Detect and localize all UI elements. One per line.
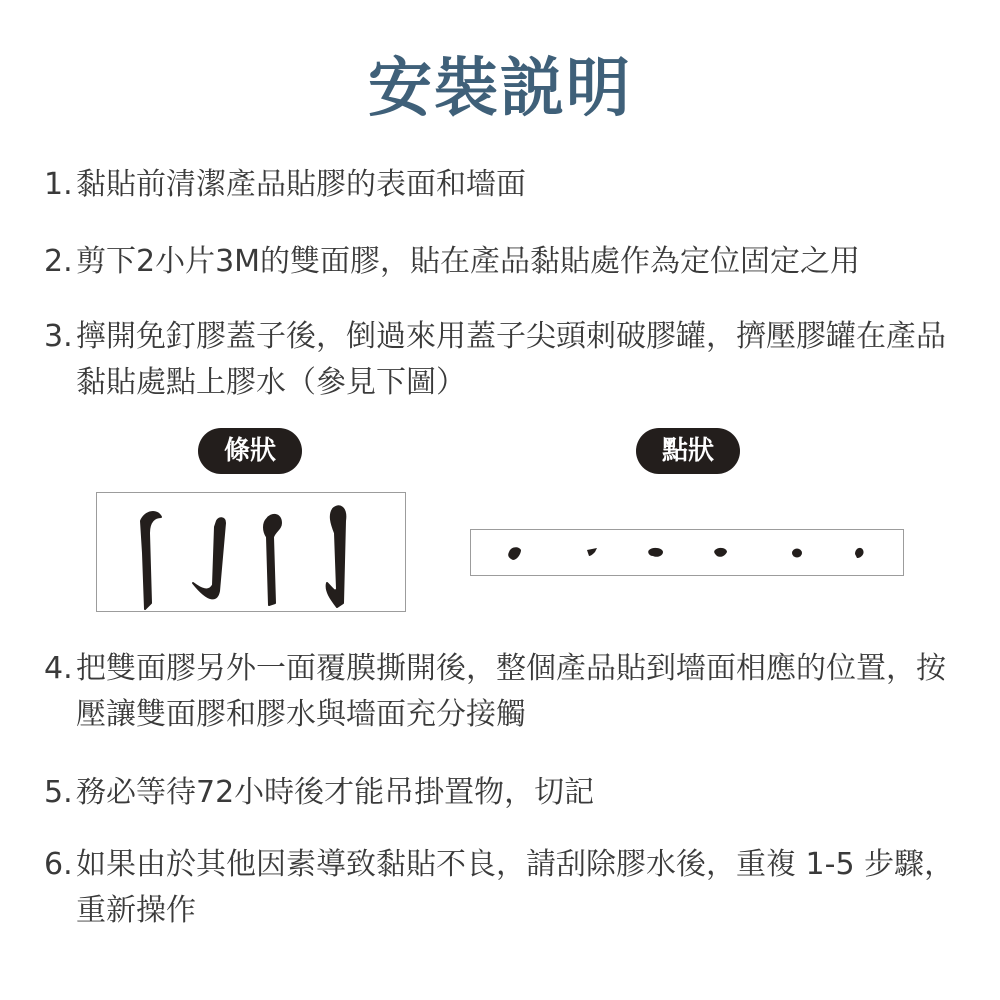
step-number: 1.: [44, 167, 73, 202]
step-text: 擰開免釘膠蓋子後，倒過來用蓋子尖頭刺破膠罐，擠壓膠罐在產品黏貼處點上膠水（參見下圖）: [76, 319, 946, 400]
dot-glue-demo: [470, 529, 904, 576]
step-text: 如果由於其他因素導致黏貼不良，請刮除膠水後，重複 1-5 步驟，重新操作: [76, 847, 955, 928]
glue-strips-image: [97, 493, 407, 613]
step-text: 務必等待72小時後才能吊掛置物，切記: [76, 775, 595, 810]
step-number: 2.: [44, 244, 73, 279]
strip-glue-demo: [96, 492, 406, 612]
step-4: [44, 646, 964, 738]
page-title: 安裝説明: [368, 52, 632, 126]
step-6: [44, 842, 964, 934]
glue-dots-image: [471, 530, 905, 577]
step-number: 3.: [44, 319, 73, 354]
step-number: 5.: [44, 775, 73, 810]
step-number: 6.: [44, 847, 73, 882]
strip-style-badge: 條狀: [198, 428, 302, 474]
step-3: [44, 314, 964, 406]
dot-style-badge: 點狀: [636, 428, 740, 474]
step-1: [44, 162, 964, 208]
step-2: [44, 239, 964, 285]
step-text: 把雙面膠另外一面覆膜撕開後，整個產品貼到墻面相應的位置，按壓讓雙面膠和膠水與墻面充分接觸: [76, 651, 946, 732]
step-text: 黏貼前清潔產品貼膠的表面和墻面: [76, 167, 526, 202]
step-number: 4.: [44, 651, 73, 686]
step-5: [44, 770, 964, 816]
step-text: 剪下2小片3M的雙面膠，貼在產品黏貼處作為定位固定之用: [76, 244, 861, 279]
